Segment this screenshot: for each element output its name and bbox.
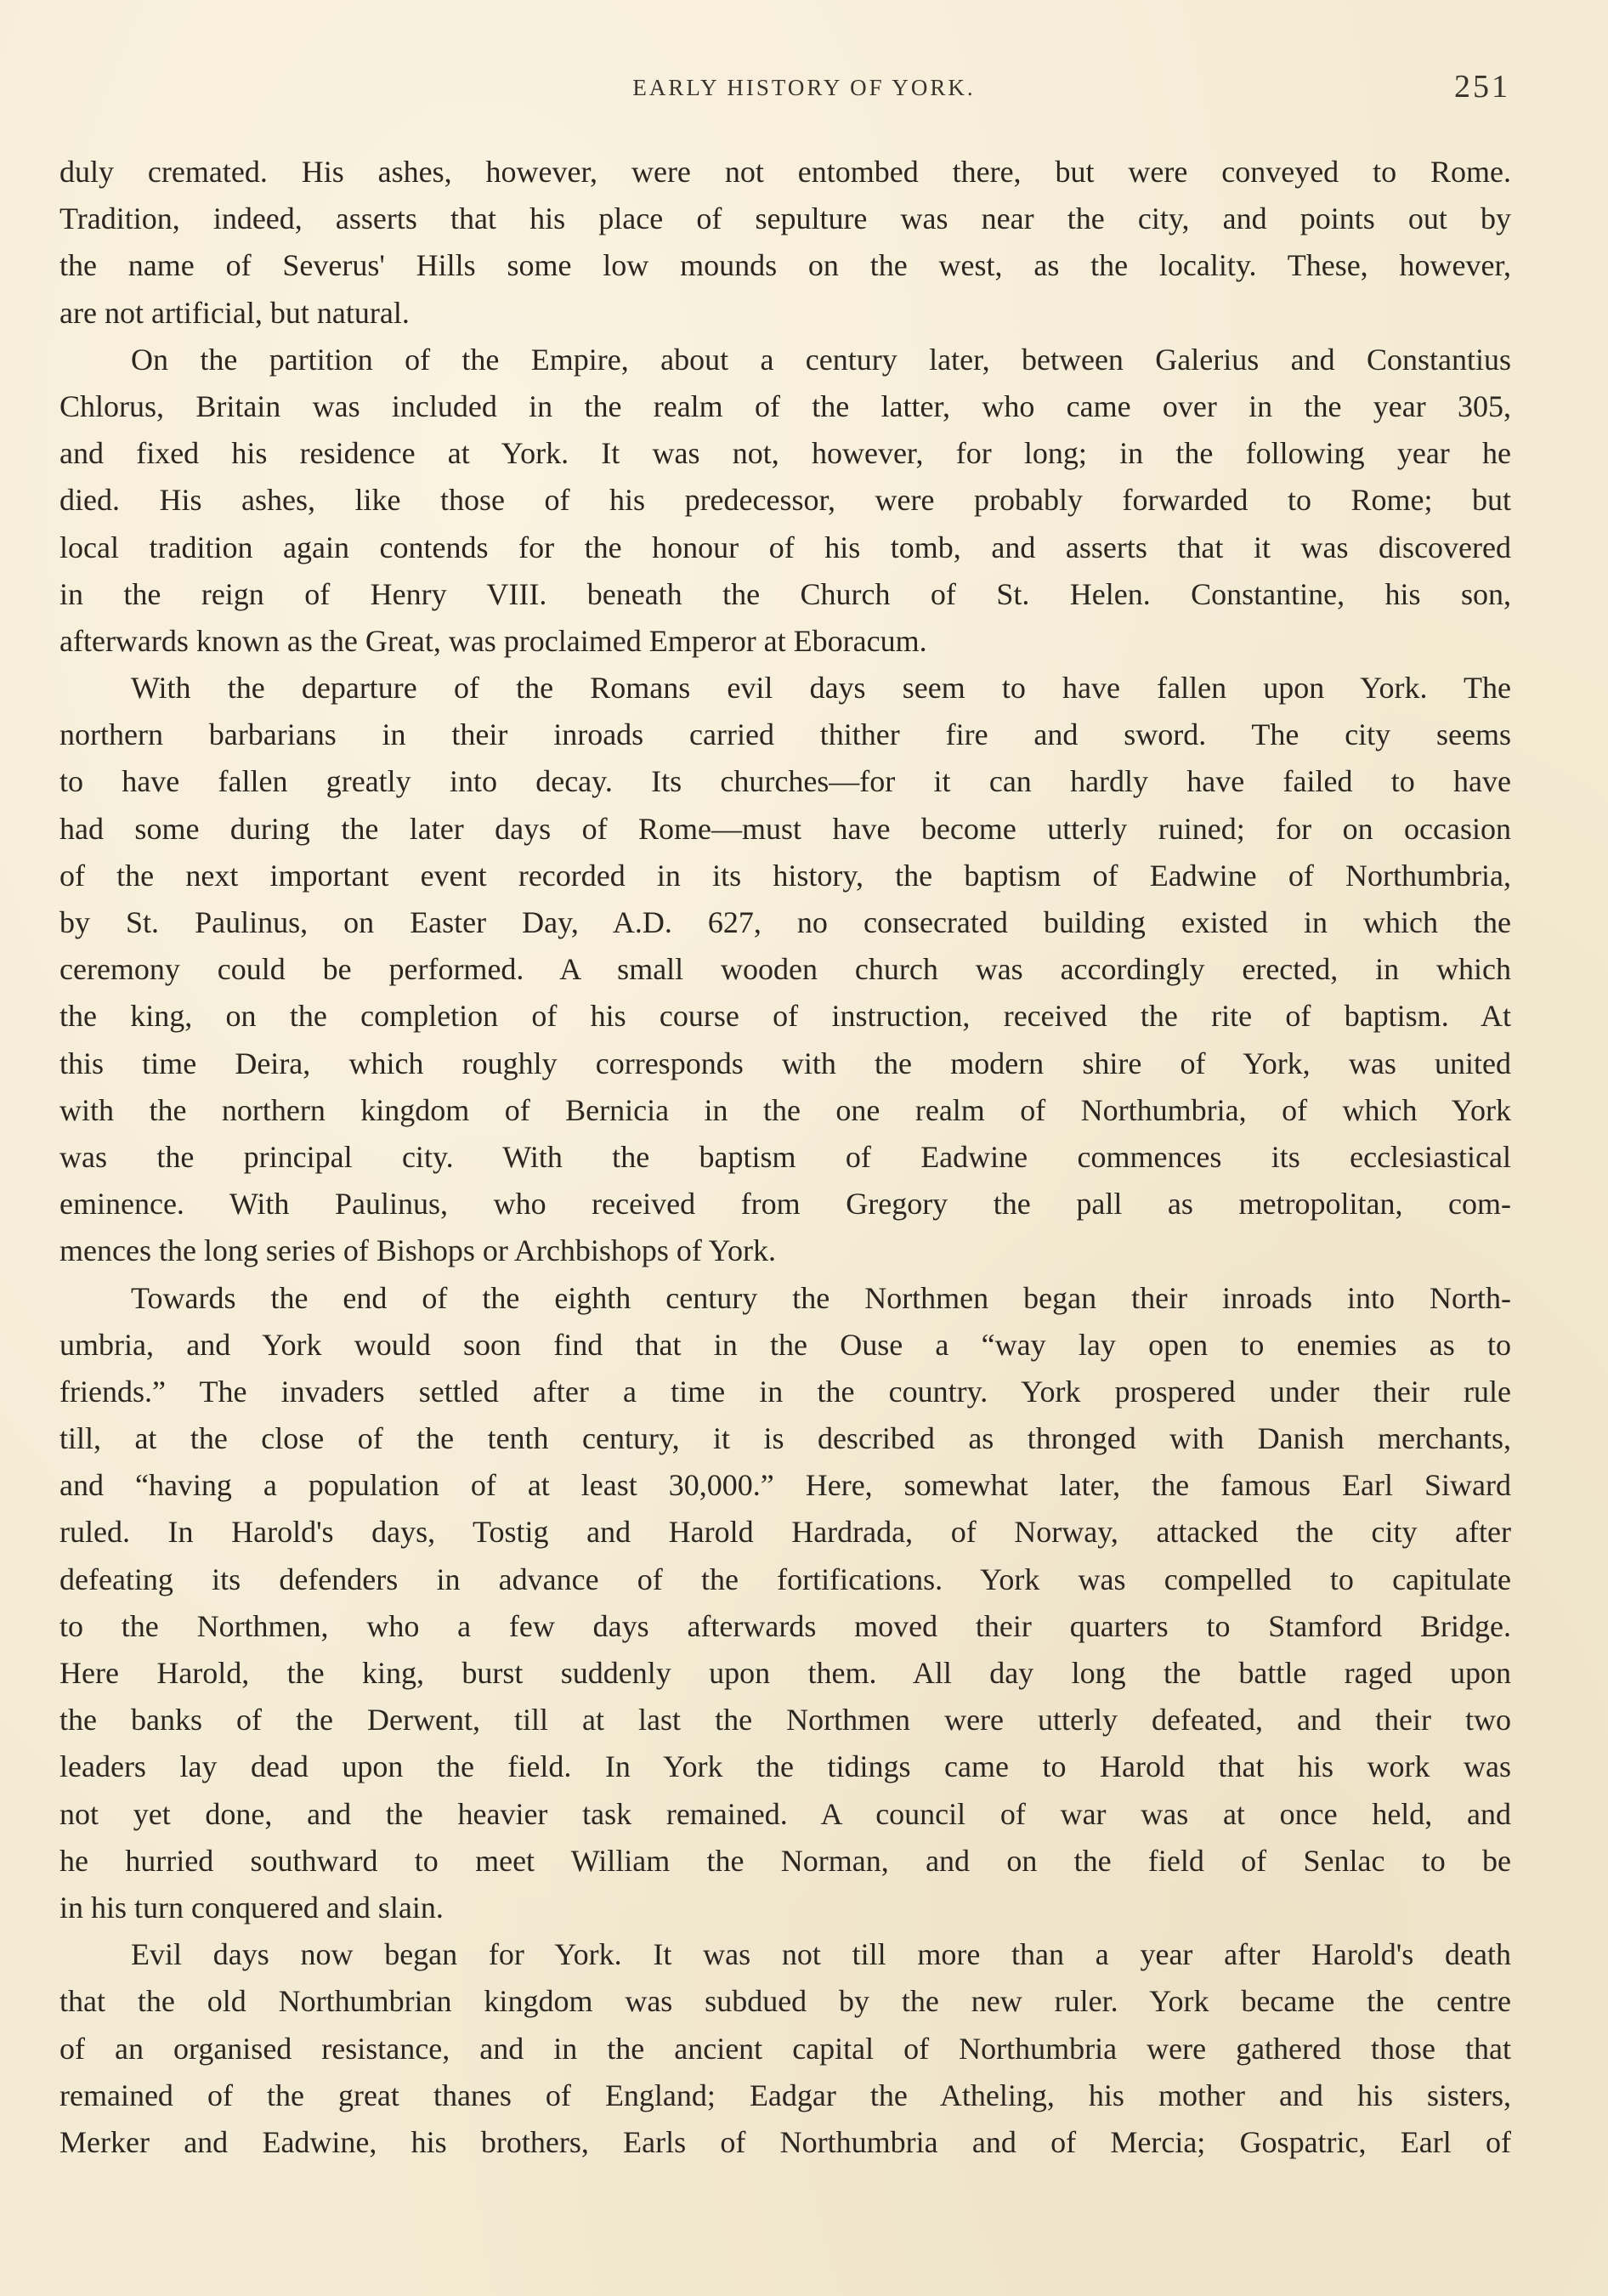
text-line: Tradition, indeed, asserts that his place of sepulture was near the city, and points out by xyxy=(59,201,1511,236)
text-line: to have fallen greatly into decay. Its churches—for it can hardly have failed to have xyxy=(59,764,1511,799)
text-line: Here Harold, the king, burst suddenly upon them. All day long the battle raged upon xyxy=(59,1656,1511,1690)
text-line: eminence. With Paulinus, who received from Gregory the pall as metropolitan, com- xyxy=(59,1187,1511,1222)
running-head xyxy=(0,68,1608,111)
body-text xyxy=(59,149,1511,2166)
text-line: local tradition again contends for the honour of his tomb, and asserts that it was discovered xyxy=(59,530,1511,564)
text-line: that the old Northumbrian kingdom was subdued by the new ruler. York became the centre xyxy=(59,1984,1511,2019)
text-line: he hurried southward to meet William the Norman, and on the field of Senlac to be xyxy=(59,1843,1511,1878)
text-line: and fixed his residence at York. It was not, however, for long; in the following year he xyxy=(59,436,1511,471)
text-line: the king, on the completion of his course of instruction, received the rite of baptism. At xyxy=(59,999,1511,1034)
text-line: remained of the great thanes of England; Eadgar the Atheling, his mother and his sisters, xyxy=(59,2078,1511,2112)
text-line: ruled. In Harold's days, Tostig and Harold Hardrada, of Norway, attacked the city after xyxy=(59,1515,1511,1550)
text-line: of the next important event recorded in its history, the baptism of Eadwine of Northumbria, xyxy=(59,858,1511,893)
text-line: northern barbarians in their inroads carried thither fire and sword. The city seems xyxy=(59,717,1511,752)
text-line: in his turn conquered and slain. xyxy=(59,1890,444,1925)
text-line: mences the long series of Bishops or Archbishops of York. xyxy=(59,1233,776,1268)
text-line: in the reign of Henry VIII. beneath the Church of St. Helen. Constantine, his son, xyxy=(59,576,1511,611)
text-line: with the northern kingdom of Bernicia in the one realm of Northumbria, of which York xyxy=(59,1092,1511,1127)
paragraph-start-line: With the departure of the Romans evil days seem to have fallen upon York. The xyxy=(131,671,1511,706)
text-line: died. His ashes, like those of his predecessor, were probably forwarded to Rome; but xyxy=(59,483,1511,518)
paragraph-start-line: Towards the end of the eighth century the Northmen began their inroads into North- xyxy=(131,1280,1511,1315)
text-line: by St. Paulinus, on Easter Day, A.D. 627, no consecrated building existed in which the xyxy=(59,905,1511,939)
text-line: defeating its defenders in advance of the fortifications. York was compelled to capitulate xyxy=(59,1562,1511,1596)
text-line: till, at the close of the tenth century, it is described as thronged with Danish merchants, xyxy=(59,1421,1511,1456)
text-line: afterwards known as the Great, was proclaimed Emperor at Eboracum. xyxy=(59,623,927,658)
text-line: to the Northmen, who a few days afterwards moved their quarters to Stamford Bridge. xyxy=(59,1608,1511,1643)
running-title: EARLY HISTORY OF YORK. xyxy=(632,75,976,100)
text-line: and “having a population of at least 30,000.” Here, somewhat later, the famous Earl Siward xyxy=(59,1468,1511,1503)
text-line: Merker and Eadwine, his brothers, Earls of Northumbria and of Mercia; Gospatric, Earl of xyxy=(59,2124,1511,2159)
text-line: of an organised resistance, and in the ancient capital of Northumbria were gathered those that xyxy=(59,2031,1511,2066)
text-line: the name of Severus' Hills some low mounds on the west, as the locality. These, however, xyxy=(59,248,1511,283)
text-line: umbria, and York would soon find that in the Ouse a “way lay open to enemies as to xyxy=(59,1327,1511,1362)
text-line: not yet done, and the heavier task remained. A council of war was at once held, and xyxy=(59,1796,1511,1831)
text-line: the banks of the Derwent, till at last the Northmen were utterly defeated, and their two xyxy=(59,1703,1511,1738)
text-line: duly cremated. His ashes, however, were not entombed there, but were conveyed to Rome. xyxy=(59,155,1511,189)
page-number: 251 xyxy=(1454,69,1510,105)
text-line: this time Deira, which roughly corresponds with the modern shire of York, was united xyxy=(59,1046,1511,1080)
text-line: Chlorus, Britain was included in the realm of the latter, who came over in the year 305, xyxy=(59,388,1511,423)
text-line: leaders lay dead upon the field. In York the tidings came to Harold that his work was xyxy=(59,1749,1511,1784)
text-line: had some during the later days of Rome—must have become utterly ruined; for on occasion xyxy=(59,811,1511,846)
text-line: was the principal city. With the baptism of Eadwine commences its ecclesiastical xyxy=(59,1139,1511,1174)
paragraph-start-line: Evil days now began for York. It was not till more than a year after Harold's death xyxy=(131,1937,1511,1972)
text-line: friends.” The invaders settled after a time in the country. York prospered under their rule xyxy=(59,1374,1511,1409)
paragraph-start-line: On the partition of the Empire, about a century later, between Galerius and Constantius xyxy=(131,342,1511,377)
text-line: are not artificial, but natural. xyxy=(59,295,410,330)
text-line: ceremony could be performed. A small wooden church was accordingly erected, in which xyxy=(59,952,1511,987)
